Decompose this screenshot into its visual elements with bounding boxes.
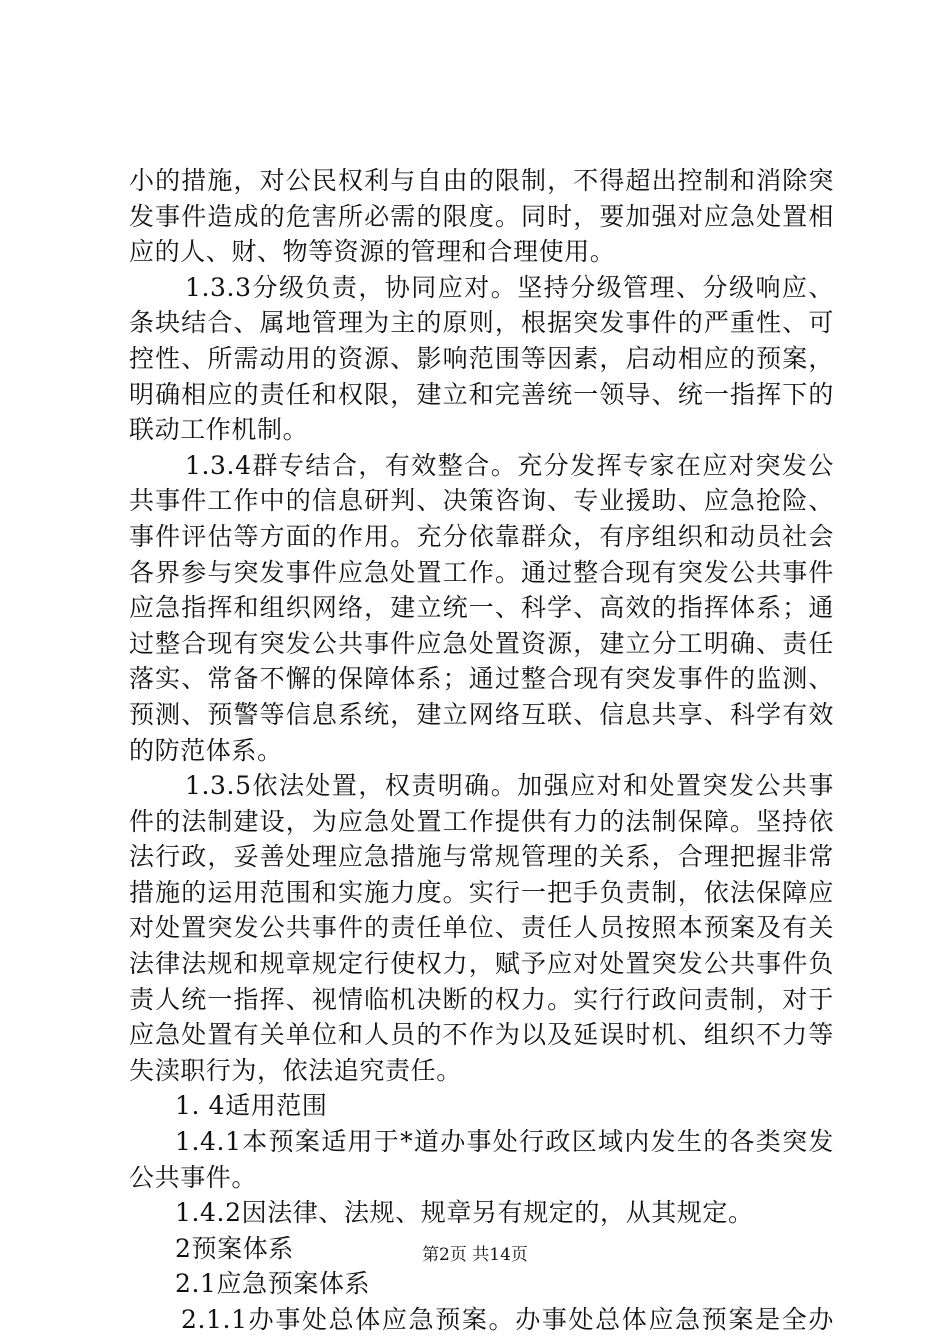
text-line: 失渎职行为，依法追究责任。	[129, 1055, 462, 1085]
text-line: 小的措施，对公民权利与自由的限制，不得超出控制和消除突	[129, 166, 834, 195]
section-2-1-1-heading-line: 2.1.1办事处总体应急预案。办事处总体应急预案是全办	[181, 1305, 834, 1334]
text-line: 共事件工作中的信息研判、决策咨询、专业援助、应急抢险、	[129, 486, 834, 516]
section-2-1-heading: 2.1应急预案体系	[175, 1269, 371, 1299]
text-line: 各界参与突发事件应急处置工作。通过整合现有突发公共事件	[129, 557, 834, 587]
section-1-3-5-heading-line: 1.3.5依法处置，权责明确。加强应对和处置突发公共事	[185, 771, 834, 801]
text-line: 措施的运用范围和实施力度。实行一把手负责制，依法保障应	[129, 877, 834, 907]
text-line: 公共事件。	[129, 1162, 258, 1192]
text-line: 条块结合、属地管理为主的原则，根据突发事件的严重性、可	[129, 308, 834, 338]
text-line: 件的法制建设，为应急处置工作提供有力的法制保障。坚持依	[129, 806, 834, 836]
section-1-4-heading: 1. 4适用范围	[175, 1091, 328, 1121]
text-line: 预测、预警等信息系统，建立网络互联、信息共享、科学有效	[129, 699, 834, 729]
text-line: 联动工作机制。	[129, 415, 309, 445]
text-line: 的防范体系。	[129, 735, 283, 765]
text-line: 发事件造成的危害所必需的限度。同时，要加强对应急处置相	[129, 201, 834, 231]
text-line: 落实、常备不懈的保障体系；通过整合现有突发事件的监测、	[129, 664, 834, 694]
section-1-3-4-heading-line: 1.3.4群专结合，有效整合。充分发挥专家在应对突发公	[185, 450, 834, 480]
section-2-heading: 2预案体系	[175, 1233, 294, 1263]
text-line: 过整合现有突发公共事件应急处置资源，建立分工明确、责任	[129, 628, 834, 658]
text-line: 应急处置有关单位和人员的不作为以及延误时机、组织不力等	[129, 1020, 834, 1050]
text-line: 责人统一指挥、视情临机决断的权力。实行行政问责制，对于	[129, 984, 834, 1014]
section-1-3-3-heading-line: 1.3.3分级负责，协同应对。坚持分级管理、分级响应、	[185, 272, 834, 302]
section-1-4-1-heading-line: 1.4.1本预案适用于*道办事处行政区域内发生的各类突发	[175, 1127, 834, 1157]
text-line: 明确相应的责任和权限，建立和完善统一领导、统一指挥下的	[129, 379, 834, 409]
text-line: 事件评估等方面的作用。充分依靠群众，有序组织和动员社会	[129, 521, 834, 551]
text-line: 法律法规和规章规定行使权力，赋予应对处置突发公共事件负	[129, 949, 834, 979]
text-line: 对处置突发公共事件的责任单位、责任人员按照本预案及有关	[129, 913, 834, 943]
document-body	[129, 163, 834, 1338]
text-line: 应的人、财、物等资源的管理和合理使用。	[129, 237, 616, 267]
section-1-4-2-line: 1.4.2因法律、法规、规章另有规定的，从其规定。	[175, 1198, 754, 1228]
text-line: 法行政，妥善处理应急措施与常规管理的关系，合理把握非常	[129, 842, 834, 872]
text-line: 控性、所需动用的资源、影响范围等因素，启动相应的预案，	[129, 343, 834, 373]
page-footer: 第2页 共14页	[422, 1245, 528, 1265]
text-line: 应急指挥和组织网络，建立统一、科学、高效的指挥体系；通	[129, 593, 834, 623]
